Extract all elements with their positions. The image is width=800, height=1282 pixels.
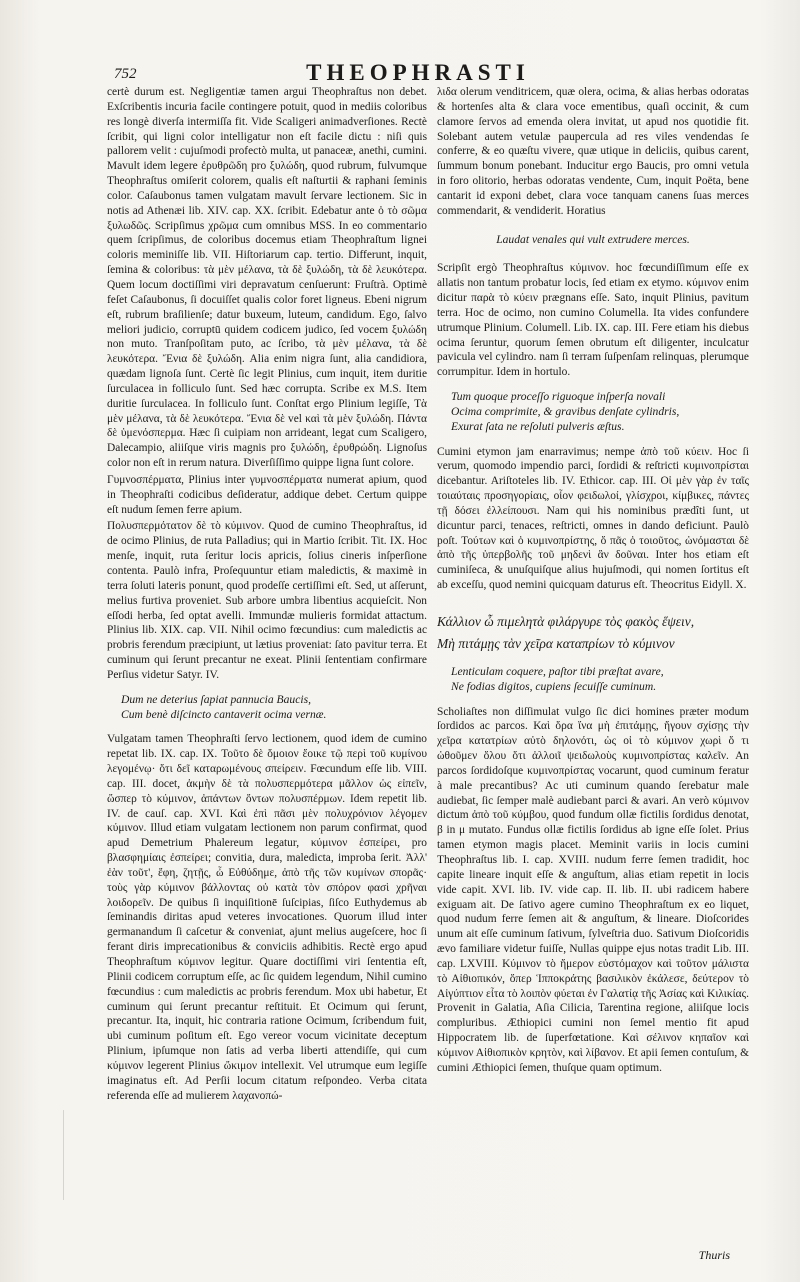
theocritus-greek-verse: [437, 611, 749, 655]
greek-verse-line: Κάλλιον ὦ πιμελητὰ φιλάργυρε τὸς φακὸς ἕψειν,: [437, 613, 695, 629]
page-header: [104, 60, 732, 86]
quote-line: Cum benè diſcincto cantaverit ocima vernæ.: [121, 707, 327, 721]
left-paragraph-3: Πολυσπερμότατον δὲ τὸ κύμινον. Quod de cumino Theophraſtus, id de ocimo Plinius, de ruta Palladius; qui in Martio ſcribit. Tit. IX. Hoc menſe, inquit, ruta ſeritur locis apricis, ſolius cineris inſperſione contenta. Paulò infra, Proſequuntur etiam maledictis, & maximè in terra ſoluti lateris ponunt, quod prodeſſe certiſſimi eſt. Sed, ut aſſerunt, melius furtiva proveniet. Sub arbore umbra libentius acquieſcit. Non eſſodi herba, ſed optat avelli. Immundæ mulieris formidat attactum. Plinius lib. XIX. cap. VII. Nihil ocimo fœcundius: cum maledictis ac probris ferendum præcipiunt, ut lætius proveniat: ſato pavitur terra. Et cuminum qui ſerunt precantur ne exeat. Plinii ſententiam confirmare Perſius videtur Satyr. IV.: [107, 520, 427, 681]
columella-quote: [451, 390, 749, 434]
left-paragraph-2: Γυμνοσπέρματα, Plinius inter γυμνοσπέρματα numerat apium, quod in Theophraſti codicibus deſideratur, addique debet. Certum quippe eſt nudum ſemen ferre apium.: [107, 473, 427, 516]
right-paragraph-4: Scholiaſtes non diſſimulat vulgo ſic dici homines præter modum ſordidos ac parcos. Καὶ ὅρα ἵνα μὴ ἐπιτάμῃς, ἤγουν σχίσῃς τὴν χεῖρα κατατρίων αὐτὸ δηλονότι, ὡς οἱ τὸ κύμινον χωρὶ ὅ τι ὠθοῦμεν ὅλου ὅτι ἀλλοιῖ ψειδωλοὺς κυμινοπρίστας καλεῖν. An parcos ſordidoſque κυμινοπρίστας vocarunt, quod cuminum feratur à male precantibus? Ac uti cuminum quando ſerebatur male audiebat, ſic ſemper malè audiebant parci & avari. An verò κύμινον dictum ἀπὸ τοῦ κύμβου, quod fundum ollæ fictilis ſordidus denotat, β in μ mutato. Fundus ollæ fictilis ſordidus ab igne eſſe ſolet. Prius tamen etymon magis placet. Meminit variis in locis cumini Theophraſtus lib. I. cap. XVIII. nudum ferre ſemen tradidit, hoc capite lineare inquit eſſe & anguſtum, alias etiam repetit in locis vide capit. XVI. lib. IV. vide cap. II. lib. II. ubi radicem habere exiguam ait. De ſativo agere cumino Theophraſtum ex eo liquet, quod nudum ferre ſemen ait & anguſtum, & lineare. Dioſcorides unum ait eſſe cuminum ſativum, ſylveſtria duo. Sativum Dioſcoridis ævo familiare videtur fuiſſe, Nullas quippe ejus notas tradit Lib. III. cap. LXVIII. Κύμινον τὸ ἥμερον εὐστόμαχον καὶ τοῦτον μάλιστα τὸ Αἰθιοπικόν, ὅπερ Ἱπποκράτης βασιλικὸν ἐκάλεσε, δεύτερον τὸ Αἰγύπτιον εἶτα τὸ λοιπὸν φύεται ἐν Γαλατίᾳ τῆς Ἀσίας καὶ Κιλικίας. Provenit in Galatia, Aſia Cilicia, Tarentina regione, aliiſque locis compluribus. Æthiopici cumini non ſemel mentio fit apud Hippocratem lib. de ſuperfœtatione. Καὶ σέλινον κηπαῖον καὶ κύμινον Αἰθιοπικὸν κρητὸν, καὶ λίβανον. Et apii ſemen contuſum, & cumini Æthiopici ſemen, thuſque quam optimum.: [437, 705, 749, 1074]
quote-line: Dum ne deterius ſapiat pannucia Baucis,: [121, 692, 311, 706]
page-number: 752: [114, 66, 137, 82]
horace-quote: Laudat venales qui vult extrudere merces.: [496, 232, 690, 246]
left-paragraph-4: Vulgatam tamen Theophraſti ſervo lectionem, quod idem de cumino repetat lib. IX. cap. IX. Τοῦτο δὲ ὅμοιον ἔοικε τῷ περὶ τοῦ κυμίνου λεγομένῳ· ὅτι δεῖ καταρωμένους σπείρειν. Fœcundum eſſe lib. VIII. cap. III. docet, ἀκμὴν δὲ τὰ πολυσπερμότερα μᾶλλον ὡς εἰπεῖν, ὥσπερ τὸ κύμινον, ἁπάντων ὄντων πολυσπέρμων. Idem repetit lib. IV. de cauſ. cap. XVI. Καὶ ἐπὶ πᾶσι μὲν πολυχρόνιον λέγομεν κύμινον. Illud etiam vulgatam lectionem non parum confirmat, quod apud Demetrium Phalereum legatur, κύμινον ἐσπείρει, pro βλασφημίαις ἐσπείρει; convitia, dura, maledicta, improba ſerit. Ἀλλ' ἐὰν τοῦτ', ἔφη, ζητῇς, ὦ Εὐθύδημε, ἀπὸ τῆς τῶν κυμίνων σπορᾶς· τοὺς γὰρ κύμινον βάλλοντας οὐ κατὰ τὸν σπόρον φασὶ χρῆναι λοιδορεῖν. De quibus ſi inquiſitionē ſuſcipias, ſiſco Euthydemus ab ſeminandis diritas apud veteres invocationes. Quorum illud inter germanandum ſi caſcetur & conveniat, ajunt melius augeſcere, hoc ſi ferant diris imprecationibus & conviciis adhibitis. Rectè ergo apud Theophraſtum κύμινον legitur. Quare doctiſſimi viri ſententia eſt, Plinii codicem corruptum eſſe, ac ſic quidem legendum, Nihil cumino fœcundius : cum maledictis ac probris ferendum. Mox ubi habetur, Et cuminum qui ſerunt precantur reſtituit. Et Ocimum qui ſerunt, precantur. Ita, inquit, hic contraria ratione Ocimum, ſcribendum fuit, ubi cuminum poſitum eſt. Ego vereor vocum vicinitate deceptum Plinium, ipſumque non ſatis ad verba liberti attendiſſe, qui cum κύμινον legerent Plinius ὤκιμον intellexit. Vel utrumque eum legiſſe imaginatus eſt. Ad Perſii locum citatum reſpondeo. Verba citata referenda eſſe ad mulierem λαχανοπώ-: [107, 733, 427, 1102]
catchword: Thuris: [698, 1248, 730, 1262]
latin-translation: [451, 665, 749, 695]
quote-line: Lenticulam coquere, paſtor tibi præſtat avare,: [451, 664, 664, 678]
left-paragraph-1: certè durum est. Negligentiæ tamen argui Theophraſtus non debet. Exſcribentis incuria facile contingere potuit, quod in mediis coloribus res longè diverſa intermiſſa fit. Vide Scaligeri animadverſiones. Rectè ſcribit, qui ligni color intelligatur non eſt facile dictu : niſi quis pallorem velit : cujuſmodi profectò multa, ut panaceæ, anethi, cumini. Mavult idem legere ἐρυθρῶδη pro ξυλώδη, quod rubrum, fulvumque Theophraſtus omiſerit colorem, qualis eſt naſturtii & raphani ſeminis color. Caſaubonus tamen vulgatam mavult ſervare lectionem. Sic in notis ad Athenæi lib. XIV. cap. XX. ſcribit. Edebatur ante ὁ τὸ σῶμα ξυλωδῶς. Scripſimus χρῶμα cum omnibus MSS. In eo commentario quem ſcripſimus, de coloribus docemus etiam Theophraſtum lignei coloris meminiſſe lib. VII. Hiſtoriarum cap. tertio. Differunt, inquit, ſemina & coloribus: τὰ μὲν μέλανα, τὰ δὲ ξυλώδη, τὰ δὲ λευκότερα. Quem locum doctiſſimi viri depravatum cenſuerunt: Fruſtrà. Optimè feſet Caſaubonus, ſi docuiſſet qualis color foret ligneus. Ebeni nigrum eſt, rubrum braſilienſe; datur buxeum, luteum, candidum. Ego, ſalvo meliori judicio, corruptū quidem codicem judico, ſed vocem ξυλώδη non muto. Tranſpoſitam puto, ac ſcribo, τὰ μὲν μέλανα, τὰ δὲ λευκότερα. Ἔνια δὲ ξυλώδη. Alia enim nigra ſunt, alia candidiora, quædam lignoſa ſunt. Certè ſic legit Plinius, cum inquit, item duritie ſurculacea in folliculo ſunt. Sed hæc corrupta. Scribe ex M.S. Item duritie ſurculacea. In folliculo ſunt. Conſtat ergo Plinium legiſſe, Τὰ μὲν μέλανα, τὰ δὲ λευκότερα. Ἔνια δὲ vel καὶ τὰ μὲν ξυλώδη. Πάντα δὲ ὑμενόσπερμα. Hæc ſi cuipiam non arrideant, legat cum Scaligero, Dalecampio, aliiſque viris magnis pro ξυλώδη, ἐρυθρώδη. Lignoſus color non eſt in rerum natura. Diverſiſſimo quippe ligna ſunt colore.: [107, 86, 427, 470]
right-paragraph-1: λιδα olerum venditricem, quæ olera, ocima, & alias herbas odoratas & hortenſes alta & clara voce ementibus, quaſi occinit, & cum clamore ſervos ad emenda olera invitat, ut apud nos quotidie fit. Solebant autem vetulæ paupercula ad res viles vendendas ſe conferre, & eo quæſtu vivere, quæ utique in deliciis, quibus carent, ſummum bonum ponebant. Inducitur ergo Baucis, pro omni vetula in foro olitorio, herbas odoratas vendente, Cum, inquit Poëta, bene cantarit id exponi debet, clara voce tanquam canens ſuas merces commendarit, & vendiderit. Horatius: [437, 86, 749, 217]
quote-line: Tum quoque proceſſo riguoque inſperſa novali: [451, 390, 666, 404]
left-column: [107, 85, 427, 1260]
page-edge-shadow: [63, 1110, 109, 1200]
persius-quote: [121, 693, 427, 723]
greek-verse-line: Μὴ πιτάμῃς τὰν χεῖρα καταπρίων τὸ κύμινον: [437, 635, 675, 651]
right-paragraph-3: Cumini etymon jam enarravimus; nempe ἀπὸ τοῦ κύειν. Hoc ſi verum, quomodo impendio parci, ſordidi & reſtricti κυμινοπρίσται dicebantur. Ariſtoteles lib. IV. Ethicor. cap. III. Οἱ μὲν γὰρ ἐν ταῖς τοιαύταις προσηγορίαις, οἷον φειδωλοί, γλίσχροι, κίμβικες, πάντες τῇ δόσει ἐλλείπουσι. Nam qui his nominibus prædîti ſunt, ut dicuntur parci, tenaces, reſtricti, omnes in dando deficiunt. Paulò poſt. Τούτων καὶ ὁ κυμινοπρίστης, ὅ πᾶς ὁ τοιοῦτος, ὠνόμασται δὲ ἀπὸ τῆς ὑπερβολῆς τοῦ μηδενὶ ἂν δοῦναι. Inter hos etiam eſt cuminiſeca, & unuſquiſque alius hujuſmodi, qui nomen ſortitus eſt ab exceſſu, quod nemini quicquam daturus eſt. Theocritus Eidyll. X.: [437, 445, 749, 592]
right-paragraph-2: Scripſit ergò Theophraſtus κύμινον. hoc fœcundiſſimum eſſe ex allatis non tantum probatur locis, ſed etiam ex etymo. κύμινον enim dicitur παρὰ τὸ κύειν prægnans eſſe. Sato, inquit Plinius, pavitum terra. Hoc de ocimo, non cumino Columella. Ita vides confundere utrumque Plinium. Columell. Lib. IX. cap. III. Fere etiam his diebus ocima ſeruntur, quorum ſemen obrutum eſt diligenter, inculcatur pavicula vel cylindro. nam ſi terram ſuſpenſam relinquas, plerumque corrumpitur. Idem in hortulo.: [437, 262, 749, 379]
quote-line: Ne fodias digitos, cupiens ſecuiſſe cuminum.: [451, 679, 657, 693]
quote-line: Ocima comprimite, & gravibus denſate cylindris,: [451, 404, 680, 418]
right-column: [437, 85, 749, 1260]
quote-line: Exurat ſata ne reſoluti pulveris æſtus.: [451, 419, 625, 433]
running-head: THEOPHRASTI: [306, 60, 530, 85]
